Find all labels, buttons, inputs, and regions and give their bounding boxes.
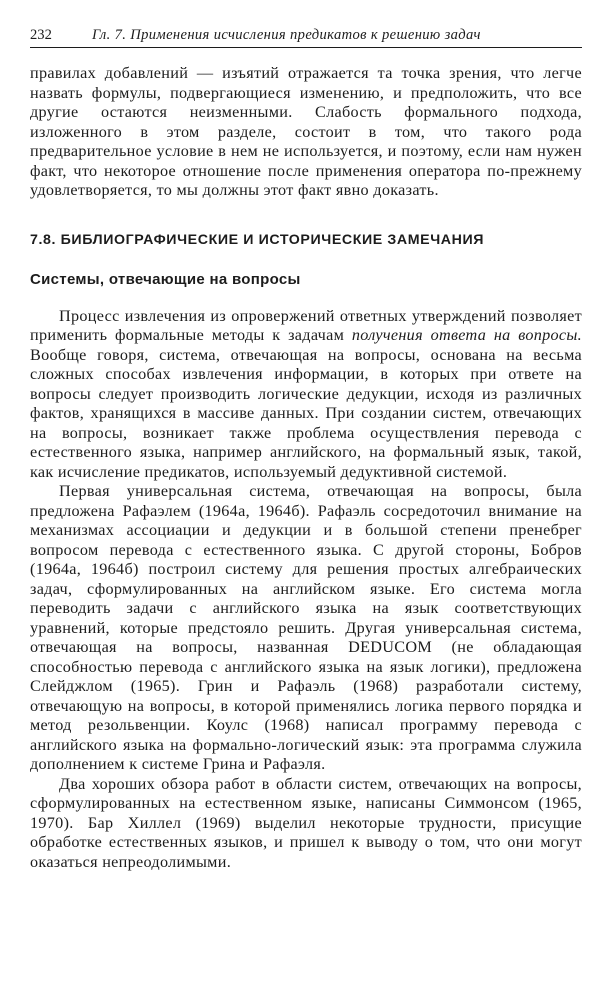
running-title: Гл. 7. Применения исчисления предикатов к решению задач <box>92 27 481 43</box>
page-number: 232 <box>30 27 52 43</box>
paragraph-2: Первая универсальная система, отвечающая на вопросы, была предложена Рафаэлем (1964а, 1964б). Рафаэль сосредоточил внимание на механизмах ассоциации и дедукции и в большой степени пренебрег вопросом перевода с естественного языка. С другой стороны, Бобров (1964а, 1964б) построил систему для решения простых алгебраических задач, сформулированных на английском языке. Его система могла переводить задачи с английского языка на язык соответствующих уравнений, которые предстояло решить. Другая универсальная система, отвечающая на вопросы, названная DEDUCOM (не обладающая способностью перевода с английского языка на язык логики), предложена Слейджлом (1965). Грин и Рафаэль (1968) разработали систему, отвечающую на вопросы, в которой применялись логика первого порядка и метод резольвенции. Коулс (1968) написал программу перевода с английского языка на формально-логический язык: эта программа служила дополнением к системе Грина и Рафаэля. <box>30 482 582 773</box>
paragraph-1-emphasis: получения ответа на вопросы. <box>351 326 583 344</box>
paragraph-3: Два хороших обзора работ в области систем, отвечающих на вопросы, сформулированных на естественном языке, написаны Симмонсом (1965, 1970). Бар Хиллел (1969) выделил некоторые трудности, присущие обработке естественных языков, и пришел к выводу о том, что они могут оказаться непреодолимыми. <box>30 774 582 871</box>
running-header <box>30 26 582 44</box>
section-heading: 7.8. БИБЛИОГРАФИЧЕСКИЕ И ИСТОРИЧЕСКИЕ ЗАМЕЧАНИЯ <box>30 231 485 248</box>
paragraph-1-text-b: Вообще говоря, система, отвечающая на вопросы, основана на весьма сложных способах извлечения информации, в которых при ответе на вопросы следует производить логические дедукции, исходя из различных фактов, хранящихся в массиве данных. При создании систем, отвечающих на вопросы, возникает также проблема осуществления перевода с естественного языка, например английского, на формальный язык, такой, как исчисление предикатов, используемый дедуктивной системой. <box>30 345 582 481</box>
header-rule <box>30 47 582 48</box>
paragraph-1-text-a: Процесс извлечения из опровержений ответных утверждений позволяет применить формальные методы к задачам <box>30 306 582 344</box>
page-body <box>30 64 582 872</box>
subsection-heading: Системы, отвечающие на вопросы <box>30 270 301 288</box>
paragraph-1 <box>30 307 582 483</box>
paragraph-continued: правилах добавлений — изъятий отражается та точка зрения, что легче назвать формулы, подвергающиеся изменению, и предположить, что все другие остаются неизменными. Слабость формального подхода, изложенного в этом разделе, состоит в том, что такого рода предварительное условие в нем не используется, и поэтому, если нам нужен факт, что некоторое отношение после применения оператора по-прежнему удовлетворяется, то мы должны этот факт явно доказать. <box>30 64 582 199</box>
